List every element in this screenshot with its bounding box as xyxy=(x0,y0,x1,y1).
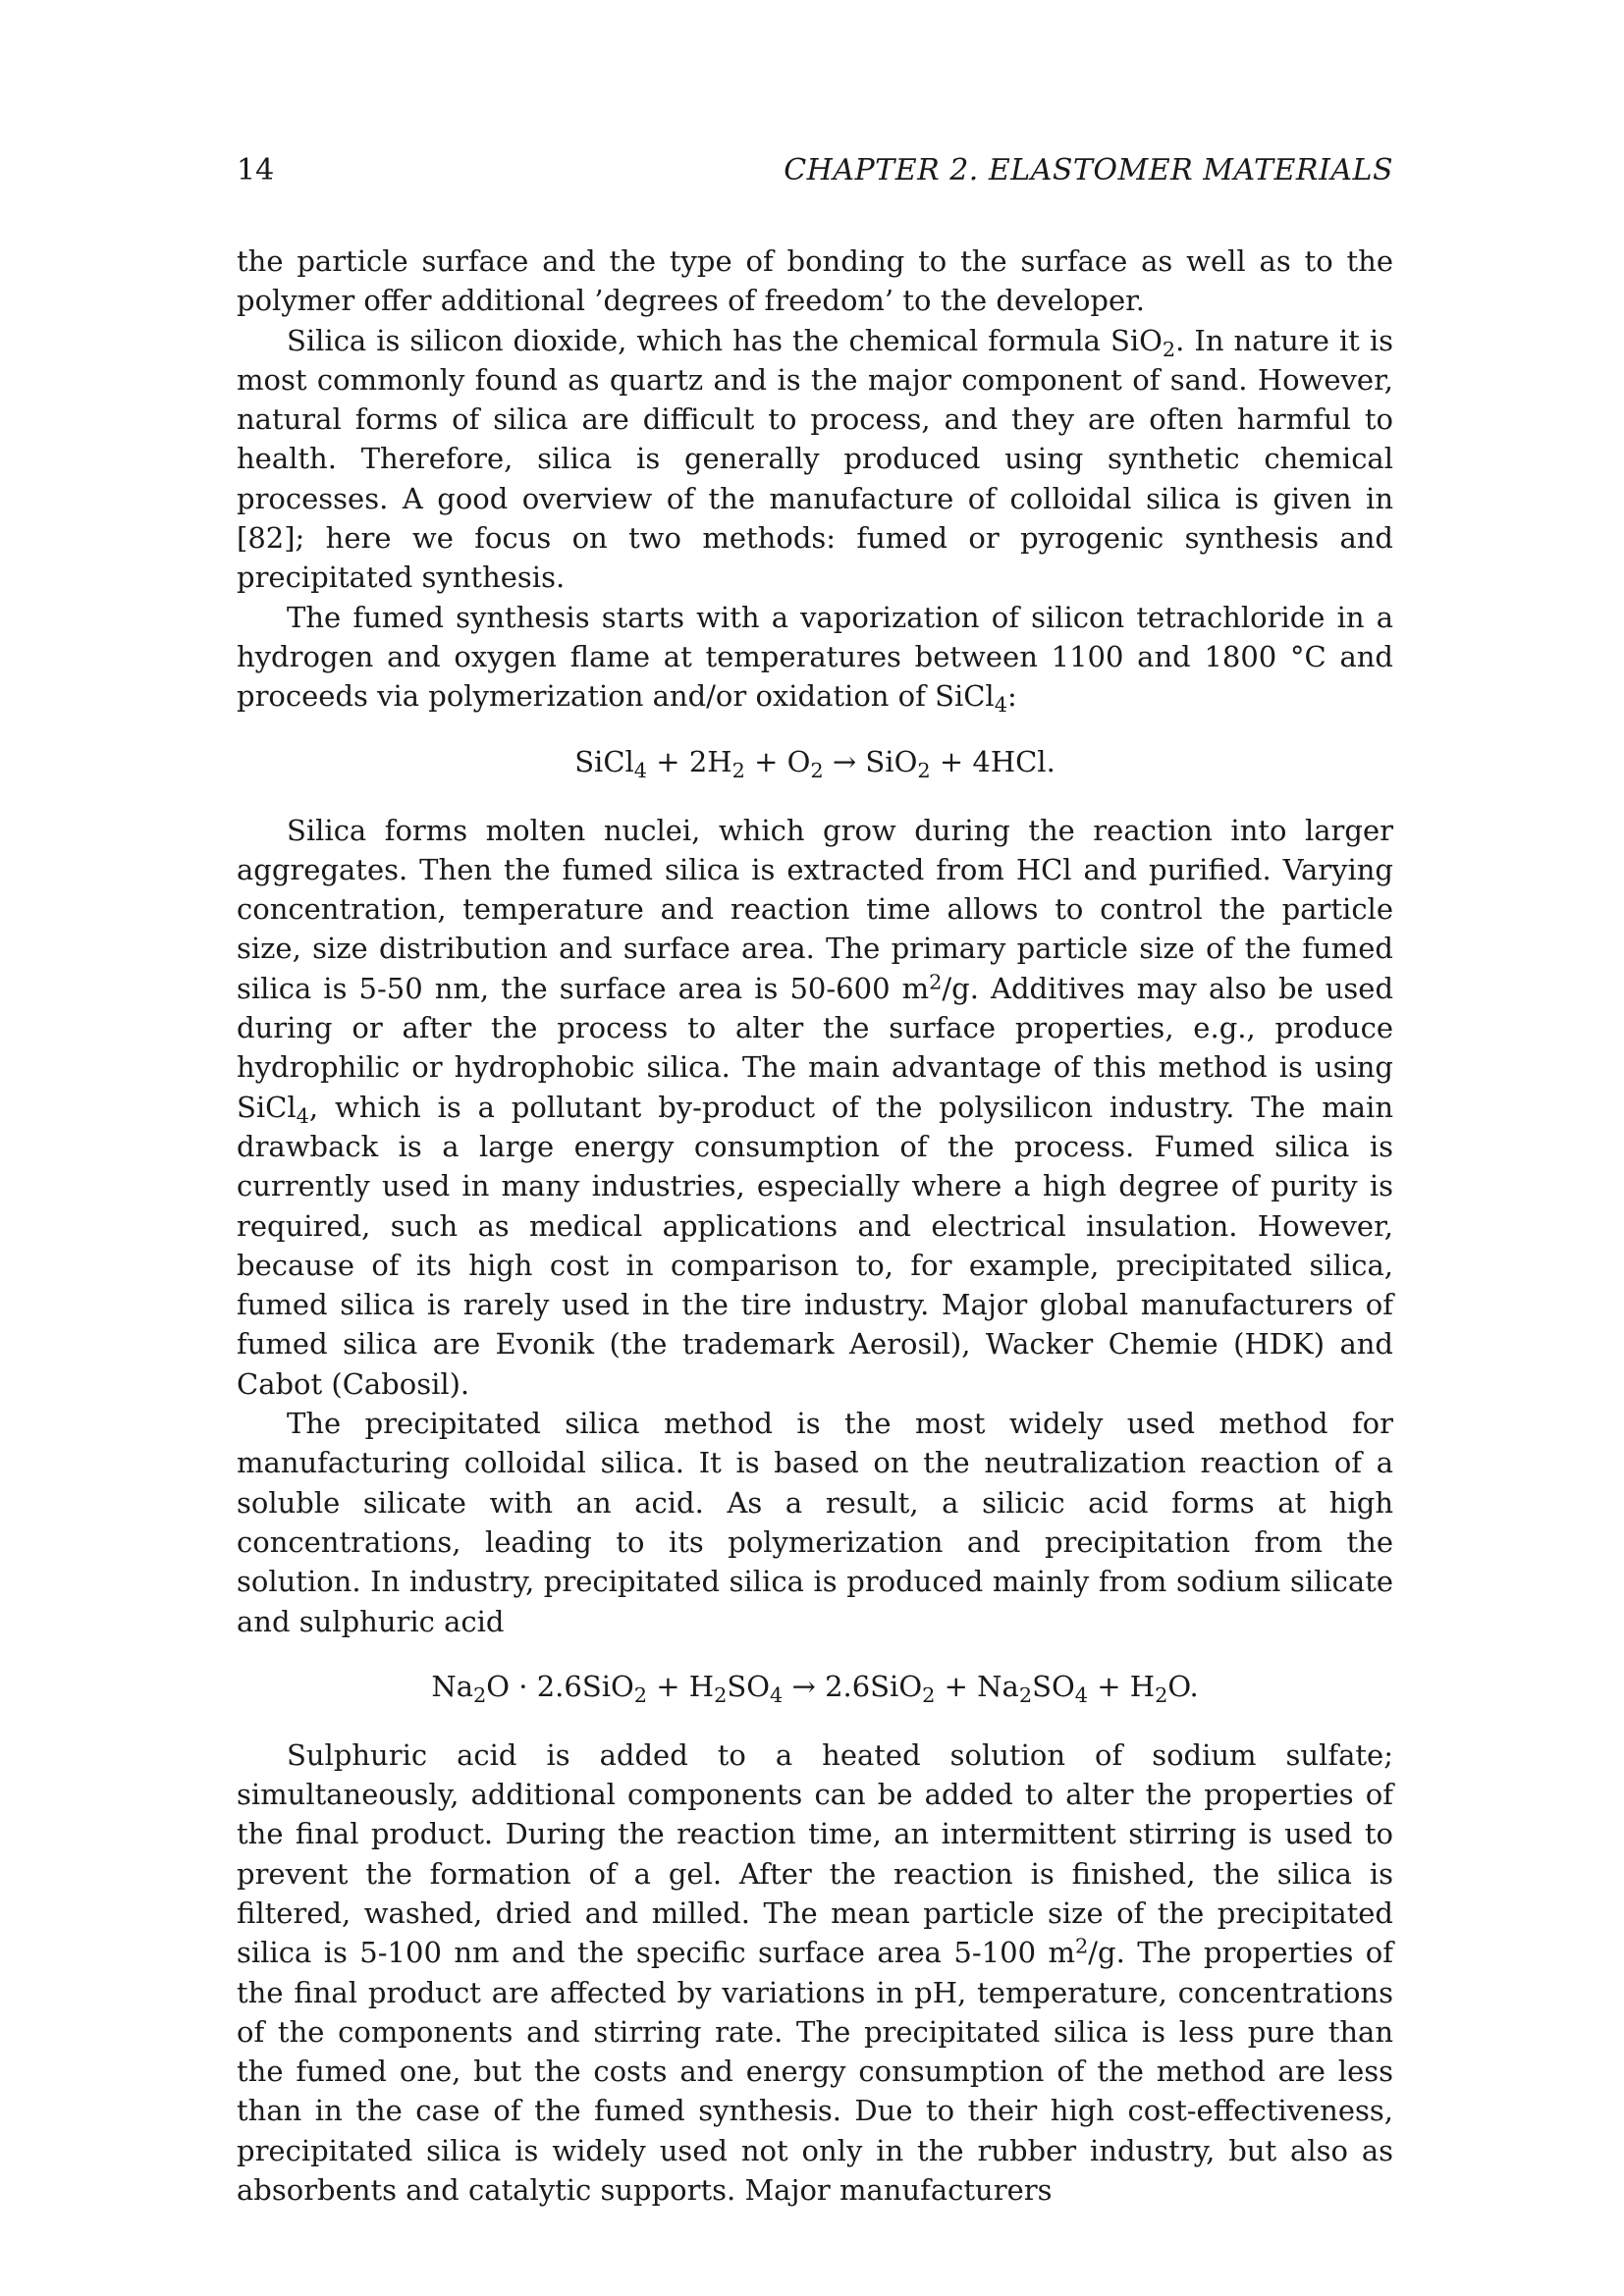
equation-term: → SiO xyxy=(823,744,918,778)
equation-precipitated-synthesis xyxy=(237,1667,1393,1706)
equation-term: + Na xyxy=(935,1669,1019,1703)
paragraph xyxy=(237,598,1393,717)
superscript: 2 xyxy=(1074,1934,1089,1958)
subscript: 2 xyxy=(714,1682,728,1707)
body-text xyxy=(237,241,1393,2210)
paragraph-text: , which is a pollutant by-product of the polysilicon industry. The main drawback is a large energy consumption of the process. Fumed silica is currently used in many industries, especially where a high degree of purity is required, such as medical applications and electrical insulation. However, because of its high cost in comparison to, for example, precipitated silica, fumed silica is rarely used in the tire industry. Major global manufacturers of fumed silica are Evonik (the trademark Aerosil), Wacker Chemie (HDK) and Cabot (Cabosil). xyxy=(237,1090,1393,1401)
subscript: 2 xyxy=(1018,1682,1033,1707)
subscript: 2 xyxy=(633,1682,648,1707)
equation-fumed-synthesis xyxy=(237,742,1393,781)
page-header xyxy=(237,149,1393,192)
paragraph xyxy=(237,241,1393,321)
subscript: 4 xyxy=(296,1103,309,1128)
subscript: 2 xyxy=(731,758,745,782)
paragraph-text: /g. The properties of the final product are affected by variations in pH, temperature, concentrations of the components and stirring rate. The precipitated silica is less pure than the fumed one, but the costs and energy consumption of the method are less than in the case of the fumed synthesis. Due to their high cost-effectiveness, precipitated silica is widely used not only in the rub​ber industry, but also as absorbents and catalytic supports. Major manufacturers xyxy=(237,1936,1393,2208)
subscript: 2 xyxy=(922,1682,936,1707)
paragraph xyxy=(237,1404,1393,1641)
paragraph xyxy=(237,811,1393,1404)
page-number: 14 xyxy=(237,153,275,187)
subscript: 2 xyxy=(1155,1682,1168,1707)
equation-term: → 2.6SiO xyxy=(783,1669,923,1703)
running-head: CHAPTER 2. ELASTOMER MATERIALS xyxy=(784,153,1393,187)
paragraph-text: The precipitated silica method is the most widely used method for manufactur​ing colloidal silica. It is based on the neutralization reaction of a soluble silicate with an acid. As a result, a silicic acid forms at high concentrations, leading to its polymerization and precipitation from the solution. In industry, precipitated silica is produced mainly from sodium silicate and sulphuric acid xyxy=(237,1407,1393,1638)
paragraph-text: Silica forms molten nuclei, which grow during the reaction into larger aggregates. Then the fumed silica is extracted from HCl and purified. Varying concentration, temperature and reaction time allows to control the particle size, size distribution and surface area. The primary particle size of the fumed silica is 5-50 nm, the surface area is 50-600 m xyxy=(237,813,1393,1005)
subscript: 2 xyxy=(472,1682,487,1707)
equation-term: O · 2.6SiO xyxy=(486,1669,634,1703)
equation-term: + 4HCl. xyxy=(930,744,1056,778)
paragraph xyxy=(237,1735,1393,2211)
subscript: 2 xyxy=(810,758,824,782)
subscript: 4 xyxy=(994,693,1007,718)
paragraph-text: /g. Additives may also be used during or after the process to alter the surface properties, e.g., produce hydrophilic or hydrophobic silica. The main advantage of this method is using SiCl xyxy=(237,971,1394,1124)
superscript: 2 xyxy=(929,970,943,994)
equation-term: Na xyxy=(431,1669,473,1703)
paragraph-text: The fumed synthesis starts with a vaporization of silicon tetrachloride in a hy​drogen and oxygen flame at temperatures between 1100 and 1800 °C and proceeds via polymerization and/or oxidation of SiCl xyxy=(237,600,1393,714)
subscript: 4 xyxy=(770,1682,784,1707)
paragraph-text: : xyxy=(1007,679,1017,714)
equation-term: + 2H xyxy=(647,744,732,778)
equation-term: SO xyxy=(1032,1669,1075,1703)
equation-term: O. xyxy=(1167,1669,1199,1703)
subscript: 2 xyxy=(1162,337,1176,361)
equation-term: SO xyxy=(727,1669,771,1703)
equation-term: + H xyxy=(647,1669,715,1703)
equation-term: SiCl xyxy=(574,744,634,778)
subscript: 2 xyxy=(917,758,931,782)
paragraph-text: Silica is silicon dioxide, which has the chemical formula SiO xyxy=(287,323,1163,357)
paragraph-text: the particle surface and the type of bonding to the surface as well as to the polymer offer additional ’degrees of freedom’ to the developer. xyxy=(237,244,1393,318)
equation-term: + H xyxy=(1088,1669,1156,1703)
subscript: 4 xyxy=(633,758,648,782)
paragraph-text: . In nature it is most commonly found as quartz and is the major component of sand. However, natural forms of silica are difficult to process, and they are often harmful to health. Therefore, silica is generally produced using synthetic chemical processes. A good overview of the manufacture of colloidal silica is given in [82]; here we focus on two methods: fumed or pyrogenic synthesis and precipitated synthesis. xyxy=(237,323,1393,595)
equation-term: + O xyxy=(744,744,811,778)
subscript: 4 xyxy=(1074,1682,1089,1707)
paragraph xyxy=(237,321,1393,598)
paragraph-text: Sulphuric acid is added to a heated solution of sodium sulfate; simultaneously, additional components can be added to alter the properties of the final product. During the reaction time, an intermittent stirring is used to prevent the formation of a gel. After the reaction is finished, the silica is filtered, washed, dried and milled. The mean particle size of the precipitated silica is 5-100 nm and the spe​cific surface area 5-100 m xyxy=(237,1737,1393,1970)
